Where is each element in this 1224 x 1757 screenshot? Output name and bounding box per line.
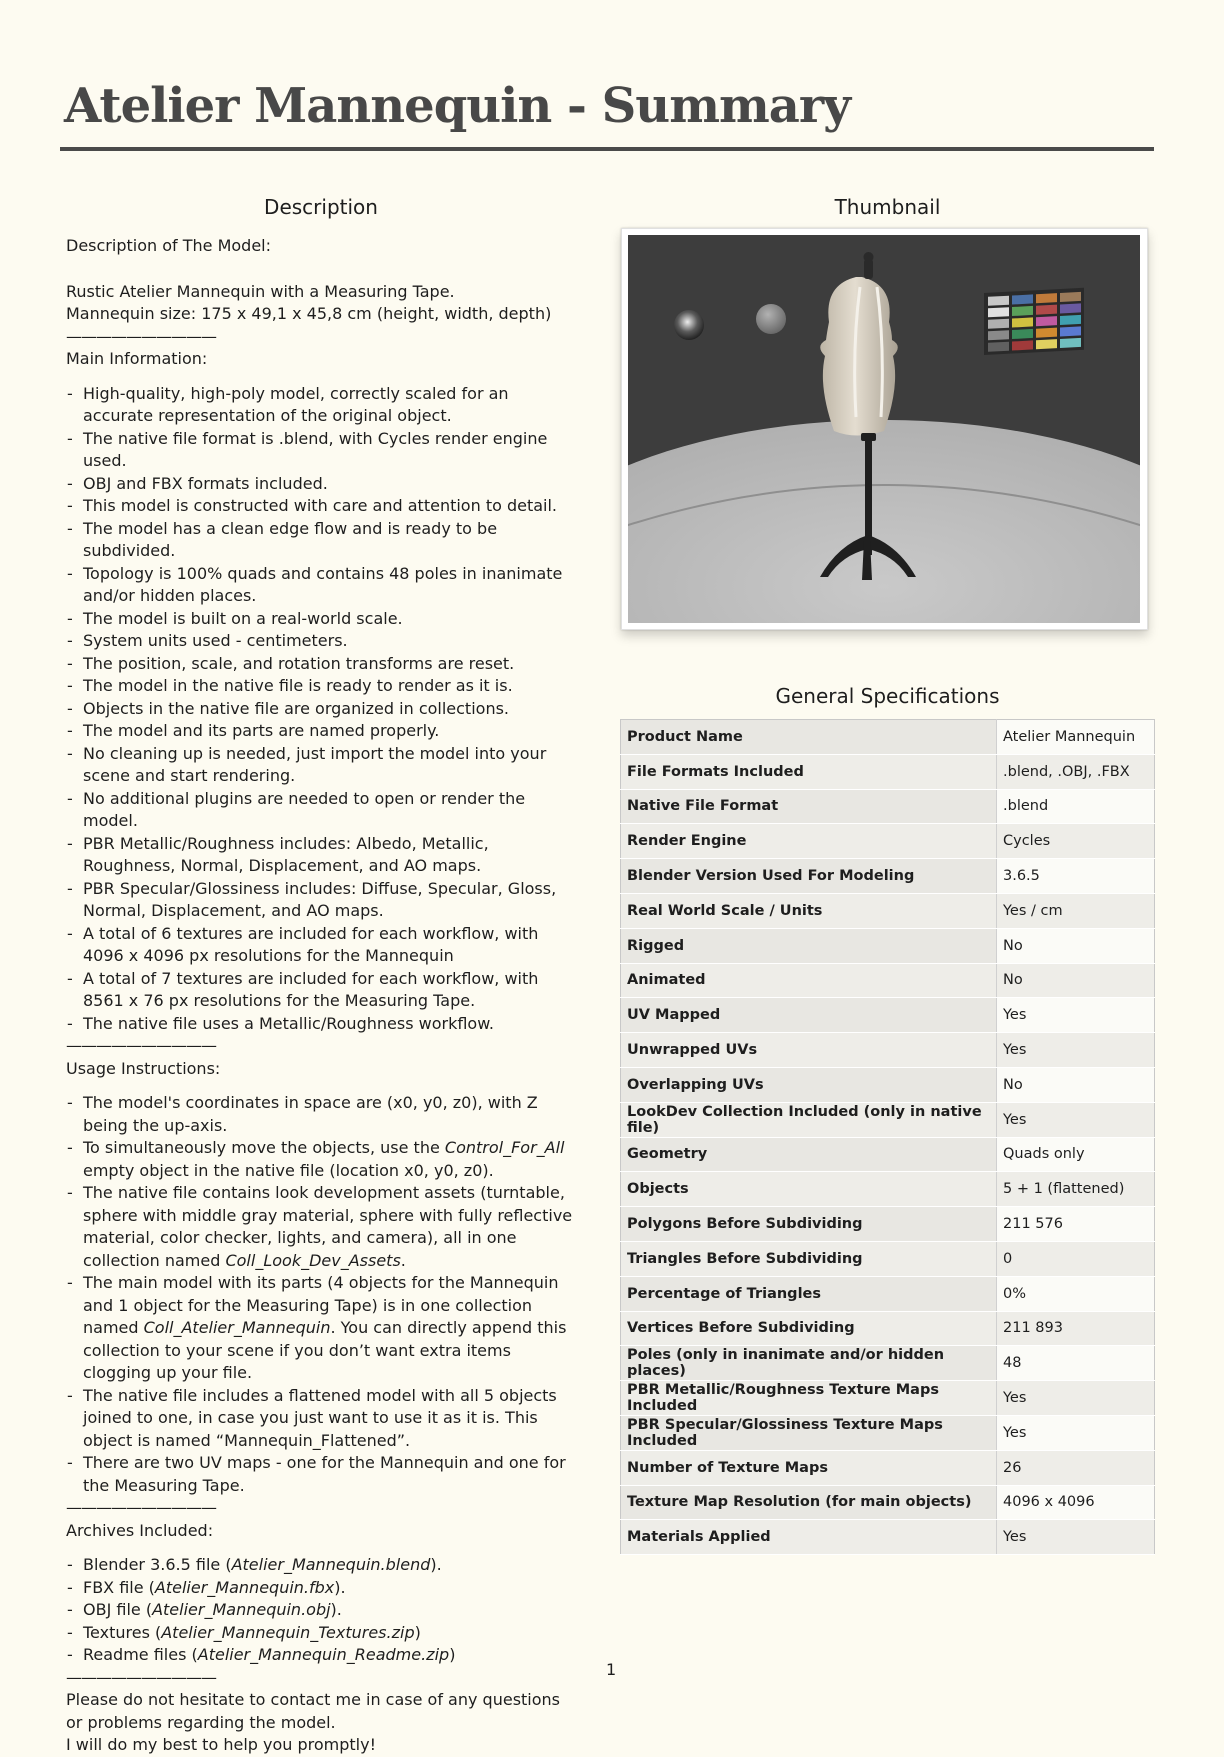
usage-item-text: The native file includes a flattened model with all 5 objects joined to one, in case you just want to use it as it is. This object is named “Mannequin_Flattened”. — [83, 1385, 557, 1450]
main-info-item: - Objects in the native file are organized in collections. — [66, 698, 576, 721]
usage-item-text: empty object in the native file (location x0, y0, z0). — [83, 1160, 494, 1180]
checker-cell — [1036, 305, 1057, 315]
main-info-item: - OBJ and FBX formats included. — [66, 473, 576, 496]
main-info-item: - PBR Metallic/Roughness includes: Albedo, Metallic, Roughness, Normal, Displacement, and AO maps. — [66, 833, 576, 878]
spec-value: Cycles — [997, 824, 1155, 859]
archive-item — [66, 1644, 576, 1667]
usage-item-italic: Coll_Look_Dev_Assets — [225, 1250, 401, 1270]
spec-row — [621, 1485, 1155, 1520]
main-info-item: - No cleaning up is needed, just import the model into your scene and start rendering. — [66, 743, 576, 788]
archives-label: Archives Included: — [66, 1520, 214, 1540]
spec-label: UV Mapped — [621, 998, 997, 1033]
spec-row — [621, 1415, 1155, 1450]
usage-item-italic: Coll_Atelier_Mannequin — [143, 1318, 331, 1337]
page-number: 1 — [606, 1660, 617, 1679]
description-column — [66, 195, 576, 1757]
thumbnail-heading: Thumbnail — [834, 195, 941, 219]
separator: —————————— — [66, 1036, 216, 1055]
archive-item-italic: Atelier_Mannequin.obj — [152, 1600, 331, 1619]
spec-value: 0 — [997, 1241, 1155, 1276]
spec-row — [621, 824, 1155, 859]
spec-label: Overlapping UVs — [621, 1067, 997, 1102]
archive-item-text: ). — [430, 1555, 442, 1574]
spec-label: PBR Metallic/Roughness Texture Maps Included — [621, 1381, 997, 1416]
spec-value: Yes / cm — [997, 893, 1155, 928]
spec-label: Texture Map Resolution (for main objects) — [621, 1485, 997, 1520]
spec-label: Vertices Before Subdividing — [621, 1311, 997, 1346]
archive-item — [66, 1622, 576, 1645]
spec-value: .blend — [997, 789, 1155, 824]
checker-cell — [1060, 326, 1081, 336]
spec-value: Atelier Mannequin — [997, 720, 1155, 755]
archive-item-text: ) — [449, 1645, 456, 1664]
checker-cell — [1012, 329, 1033, 339]
main-info-item: - The model in the native file is ready to render as it is. — [66, 675, 576, 698]
usage-item-text: The model's coordinates in space are (x0, y0, z0), with Z being the up-axis. — [83, 1093, 538, 1135]
archive-item-text: OBJ file ( — [83, 1600, 153, 1619]
spec-label: File Formats Included — [621, 754, 997, 789]
spec-row — [621, 1137, 1155, 1172]
right-column — [620, 195, 1155, 1555]
usage-item — [66, 1385, 576, 1453]
main-info-item: - This model is constructed with care and attention to detail. — [66, 495, 576, 518]
archive-item-italic: Atelier_Mannequin_Readme.zip — [197, 1645, 450, 1664]
checker-cell — [1036, 339, 1057, 349]
main-info-item: - A total of 7 textures are included for each workflow, with 8561 x 76 px resolutions for the Measuring Tape. — [66, 968, 576, 1013]
spec-row — [621, 1311, 1155, 1346]
archive-item-text: Textures ( — [83, 1622, 162, 1642]
checker-cell — [1036, 328, 1057, 338]
spec-label: Blender Version Used For Modeling — [621, 859, 997, 894]
spec-value: 5 + 1 (flattened) — [997, 1172, 1155, 1207]
main-info-item: - The model and its parts are named properly. — [66, 720, 576, 743]
main-info-label: Main Information: — [66, 349, 208, 368]
specifications-heading: General Specifications — [775, 684, 1000, 708]
page-title: Atelier Mannequin - Summary — [64, 78, 851, 134]
spec-label: Real World Scale / Units — [621, 893, 997, 928]
usage-item — [66, 1137, 576, 1182]
separator: —————————— — [66, 326, 216, 346]
checker-cell — [988, 296, 1009, 306]
archive-item-italic: Atelier_Mannequin.fbx — [154, 1577, 335, 1597]
main-info-item: - PBR Specular/Glossiness includes: Diffuse, Specular, Gloss, Normal, Displacement, and AO maps. — [66, 878, 576, 923]
intro-line: Rustic Atelier Mannequin with a Measuring Tape. — [66, 281, 455, 301]
spec-row — [621, 1207, 1155, 1242]
spec-label: Rigged — [621, 928, 997, 963]
spec-row — [621, 1346, 1155, 1381]
main-info-item: - System units used - centimeters. — [66, 630, 576, 653]
archive-item-text: FBX file ( — [83, 1577, 155, 1597]
spec-label: Unwrapped UVs — [621, 1033, 997, 1068]
spec-row — [621, 859, 1155, 894]
checker-cell — [1012, 340, 1033, 350]
main-info-item: - A total of 6 textures are included for each workflow, with 4096 x 4096 px resolutions for the Mannequin — [66, 923, 576, 968]
usage-item — [66, 1272, 576, 1385]
spec-row — [621, 1102, 1155, 1137]
spec-row — [621, 789, 1155, 824]
spec-value: 4096 x 4096 — [997, 1485, 1155, 1520]
spec-value: No — [997, 963, 1155, 998]
description-body — [66, 235, 576, 1757]
usage-item-text: The native file contains look development assets (turntable, sphere with middle gray material, sphere with fully reflective material, color checker, lights, and camera), all in one collection named — [83, 1183, 573, 1270]
archive-item-italic: Atelier_Mannequin.blend — [231, 1555, 431, 1574]
spec-label: Poles (only in inanimate and/or hidden places) — [621, 1346, 997, 1381]
spec-row — [621, 754, 1155, 789]
color-checker — [984, 288, 1084, 355]
usage-item — [66, 1452, 576, 1497]
archive-item — [66, 1554, 576, 1577]
checker-cell — [988, 319, 1009, 329]
spec-value: 211 576 — [997, 1207, 1155, 1242]
spec-label: Geometry — [621, 1137, 997, 1172]
separator: —————————— — [66, 1667, 216, 1687]
main-info-item: - High-quality, high-poly model, correctly scaled for an accurate representation of the original object. — [66, 383, 576, 428]
archive-item — [66, 1599, 576, 1622]
main-info-item: - No additional plugins are needed to open or render the model. — [66, 788, 576, 833]
chrome-sphere — [674, 310, 704, 340]
spec-row — [621, 1172, 1155, 1207]
spec-label: Percentage of Triangles — [621, 1276, 997, 1311]
checker-cell — [1012, 294, 1033, 304]
checker-cell — [1060, 292, 1081, 302]
separator: —————————— — [66, 1498, 216, 1517]
spec-label: LookDev Collection Included (only in native file) — [621, 1102, 997, 1137]
spec-row — [621, 1276, 1155, 1311]
closing-line: I will do my best to help you promptly! — [66, 1735, 376, 1754]
spec-value: Yes — [997, 1415, 1155, 1450]
spec-value: 3.6.5 — [997, 859, 1155, 894]
checker-cell — [1060, 303, 1081, 313]
checker-cell — [988, 307, 1009, 317]
spec-row — [621, 963, 1155, 998]
usage-item-text: . — [400, 1250, 406, 1270]
checker-cell — [1012, 306, 1033, 316]
main-info-item: - Topology is 100% quads and contains 48 poles in inanimate and/or hidden places. — [66, 563, 576, 608]
spec-value: Yes — [997, 998, 1155, 1033]
main-info-item: - The model has a clean edge flow and is ready to be subdivided. — [66, 518, 576, 563]
spec-value: 48 — [997, 1346, 1155, 1381]
archive-item-text: ) — [414, 1622, 421, 1642]
archive-item-text: Blender 3.6.5 file ( — [83, 1555, 232, 1574]
checker-cell — [1012, 317, 1033, 327]
spec-label: Product Name — [621, 720, 997, 755]
archive-item-text: ). — [330, 1600, 342, 1619]
description-heading: Description — [264, 195, 378, 219]
main-info-item: - The position, scale, and rotation transforms are reset. — [66, 653, 576, 676]
checker-cell — [988, 342, 1009, 352]
spec-label: Objects — [621, 1172, 997, 1207]
closing-line: Please do not hesitate to contact me in case of any questions or problems regarding the model. — [66, 1690, 561, 1732]
gray-sphere — [756, 304, 786, 334]
spec-value: No — [997, 928, 1155, 963]
checker-cell — [1036, 316, 1057, 326]
archive-item-text: ). — [334, 1577, 346, 1597]
usage-item-text: There are two UV maps - one for the Mannequin and one for the Measuring Tape. — [83, 1453, 566, 1495]
spec-label: Animated — [621, 963, 997, 998]
spec-value: Yes — [997, 1102, 1155, 1137]
usage-item-italic: Control_For_All — [444, 1138, 565, 1157]
spec-label: Polygons Before Subdividing — [621, 1207, 997, 1242]
spec-label: Materials Applied — [621, 1520, 997, 1555]
spec-value: 26 — [997, 1450, 1155, 1485]
spec-value: Yes — [997, 1520, 1155, 1555]
usage-item — [66, 1092, 576, 1137]
usage-item-text: To simultaneously move the objects, use the — [83, 1138, 445, 1157]
spec-value: Yes — [997, 1381, 1155, 1416]
spec-row — [621, 720, 1155, 755]
checker-cell — [1060, 315, 1081, 325]
thumbnail-frame — [621, 228, 1148, 630]
turntable-floor — [628, 420, 1140, 623]
spec-value: .blend, .OBJ, .FBX — [997, 754, 1155, 789]
spec-row — [621, 1033, 1155, 1068]
spec-row — [621, 1067, 1155, 1102]
main-info-item: - The native file uses a Metallic/Roughness workflow. — [66, 1013, 576, 1036]
spec-value: 211 893 — [997, 1311, 1155, 1346]
archives-list — [66, 1554, 576, 1667]
spec-row — [621, 1381, 1155, 1416]
spec-label: Render Engine — [621, 824, 997, 859]
checker-cell — [988, 330, 1009, 340]
main-info-item: - The model is built on a real-world scale. — [66, 608, 576, 631]
spec-value: 0% — [997, 1276, 1155, 1311]
main-info-item: - The native file format is .blend, with Cycles render engine used. — [66, 428, 576, 473]
archive-item — [66, 1577, 576, 1600]
usage-list — [66, 1092, 576, 1497]
spec-label: PBR Specular/Glossiness Texture Maps Included — [621, 1415, 997, 1450]
spec-row — [621, 998, 1155, 1033]
spec-row — [621, 1241, 1155, 1276]
main-info-list — [66, 383, 576, 1036]
spec-label: Number of Texture Maps — [621, 1450, 997, 1485]
spec-label: Native File Format — [621, 789, 997, 824]
spec-row — [621, 928, 1155, 963]
spec-value: Yes — [997, 1033, 1155, 1068]
spec-row — [621, 1450, 1155, 1485]
spec-value: No — [997, 1067, 1155, 1102]
title-divider — [60, 147, 1154, 151]
spec-row — [621, 893, 1155, 928]
spec-label: Triangles Before Subdividing — [621, 1241, 997, 1276]
archive-item-text: Readme files ( — [83, 1645, 198, 1664]
checker-cell — [1036, 293, 1057, 303]
archive-item-italic: Atelier_Mannequin_Textures.zip — [161, 1622, 415, 1642]
thumbnail-image — [628, 235, 1140, 623]
specifications-table — [620, 719, 1155, 1555]
spec-row — [621, 1520, 1155, 1555]
checker-cell — [1060, 338, 1081, 348]
usage-item-text: . You can directly append this collection to your scene if you don’t want extra items clogging up your file. — [83, 1318, 567, 1382]
intro-label: Description of The Model: — [66, 236, 271, 255]
usage-item-text: The main model with its parts (4 objects for the Mannequin and 1 object for the Measuring Tape) is in one collection named — [83, 1273, 559, 1337]
spec-value: Quads only — [997, 1137, 1155, 1172]
usage-label: Usage Instructions: — [66, 1058, 221, 1078]
usage-item — [66, 1182, 576, 1272]
intro-line: Mannequin size: 175 x 49,1 x 45,8 cm (height, width, depth) — [66, 304, 552, 323]
